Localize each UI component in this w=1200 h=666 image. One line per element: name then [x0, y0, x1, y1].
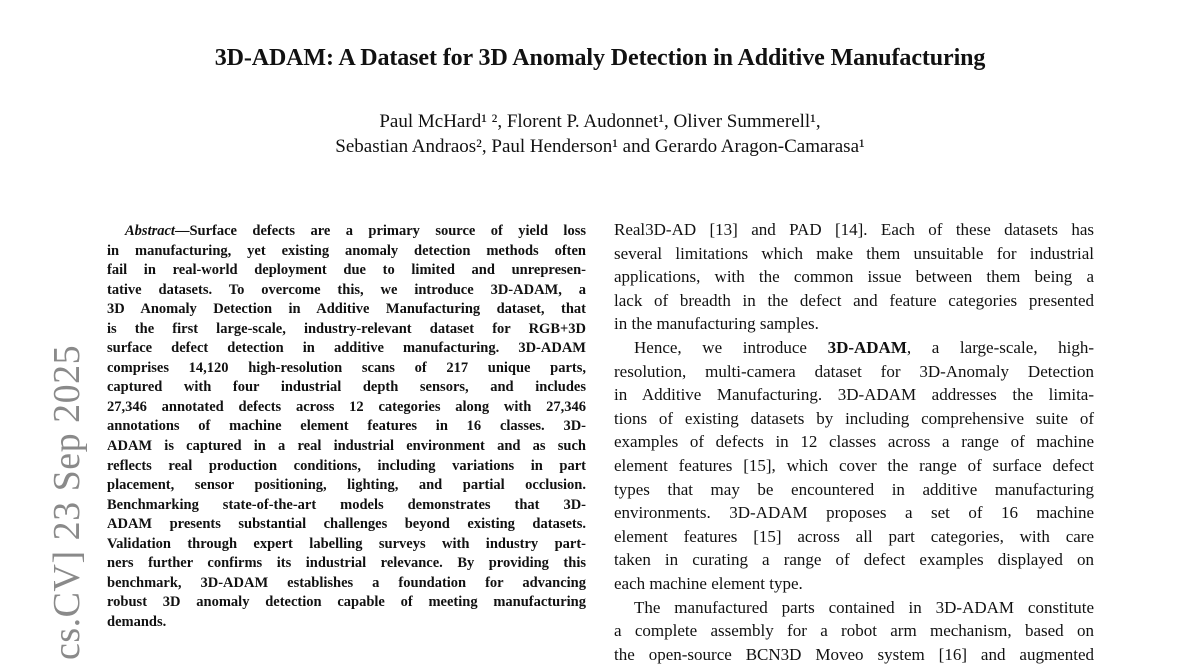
- abstract: [107, 222, 586, 632]
- abstract-line: tative datasets. To overcome this, we introduce 3D-ADAM, a: [107, 281, 586, 298]
- abstract-line: comprises 14,120 high-resolution scans of 217 unique parts,: [107, 359, 586, 376]
- abstract-dash: —: [174, 223, 190, 239]
- body-line: lack of breadth in the defect and feature categories presented: [614, 290, 1094, 310]
- abstract-line: placement, sensor positioning, lighting, and partial occlusion.: [107, 477, 586, 494]
- body-line: taken in curating a range of defect examples displayed on: [614, 550, 1094, 570]
- abstract-line: ADAM presents substantial challenges beyond existing datasets.: [107, 516, 586, 533]
- arxiv-identifier-stamp: cs.CV] 23 Sep 2025: [46, 344, 88, 660]
- body-line: each machine element type.: [614, 573, 803, 593]
- abstract-line: robust 3D anomaly detection capable of meeting manufacturing: [107, 594, 586, 611]
- author-line-1: Paul McHard¹ ², Florent P. Audonnet¹, Oliver Summerell¹,: [379, 111, 821, 132]
- body-line: The manufactured parts contained in 3D-ADAM constitute: [634, 597, 1094, 617]
- body-line: examples of defects in 12 classes across a range of machine: [614, 432, 1094, 452]
- dataset-name-bold: 3D-ADAM: [827, 337, 907, 357]
- abstract-line: 27,346 annotated defects across 12 categories along with 27,346: [107, 398, 586, 415]
- abstract-line: Benchmarking state-of-the-art models demonstrates that 3D-: [107, 496, 586, 513]
- abstract-line: annotations of machine element features in 16 classes. 3D-: [107, 418, 586, 435]
- abstract-line: benchmark, 3D-ADAM establishes a foundation for advancing: [107, 574, 586, 591]
- paper-title: 3D-ADAM: A Dataset for 3D Anomaly Detection in Additive Manufacturing: [214, 45, 986, 71]
- body-line: Real3D-AD [13] and PAD [14]. Each of these datasets has: [614, 220, 1094, 239]
- body-line: [614, 336, 1094, 360]
- body-line: applications, with the common issue between them being a: [614, 267, 1094, 287]
- abstract-line: captured with four industrial depth sensors, and includes: [107, 379, 586, 396]
- body-line: resolution, multi-camera dataset for 3D-Anomaly Detection: [614, 361, 1094, 381]
- abstract-line: is the first large-scale, industry-relevant dataset for RGB+3D: [107, 320, 586, 337]
- abstract-line: Validation through expert labelling surveys with industry part-: [107, 535, 586, 552]
- body-line: element features [15], which cover the range of surface defect: [614, 455, 1094, 475]
- abstract-line: [107, 222, 586, 242]
- body-text-column: [614, 218, 1094, 666]
- body-text: , a large-scale, high-: [906, 337, 1094, 357]
- body-line: several limitations which make them unsuitable for industrial: [614, 243, 1094, 263]
- abstract-line: reflects real production conditions, including variations in part: [107, 457, 586, 474]
- body-line: types that may be encountered in additive manufacturing: [614, 479, 1094, 499]
- abstract-text: Surface defects are a primary source of yield loss: [189, 223, 586, 239]
- abstract-line: 3D Anomaly Detection in Additive Manufacturing dataset, that: [107, 301, 586, 318]
- abstract-label: Abstract: [125, 223, 175, 239]
- abstract-line: ADAM is captured in a real industrial environment and as such: [107, 438, 586, 455]
- abstract-line: ners further confirms its industrial relevance. By providing this: [107, 555, 586, 572]
- body-line: the open-source BCN3D Moveo system [16] and augmented: [614, 644, 1094, 664]
- body-line: environments. 3D-ADAM proposes a set of 16 machine: [614, 503, 1094, 523]
- abstract-line: in manufacturing, yet existing anomaly detection methods often: [107, 242, 586, 259]
- body-line: tions of existing datasets by including comprehensive suite of: [614, 408, 1094, 428]
- body-text: Hence, we introduce: [634, 337, 828, 357]
- body-line: in the manufacturing samples.: [614, 314, 819, 334]
- abstract-line: demands.: [107, 613, 167, 630]
- abstract-line: surface defect detection in additive manufacturing. 3D-ADAM: [107, 340, 586, 357]
- body-line: in Additive Manufacturing. 3D-ADAM addresses the limita-: [614, 385, 1094, 405]
- author-line-2: Sebastian Andraos², Paul Henderson¹ and Gerardo Aragon-Camarasa¹: [335, 136, 865, 157]
- author-list: [0, 109, 1200, 159]
- body-line: element features [15] across all part categories, with care: [614, 526, 1094, 546]
- abstract-line: fail in real-world deployment due to limited and unrepresen-: [107, 262, 586, 279]
- body-line: a complete assembly for a robot arm mechanism, based on: [614, 621, 1094, 641]
